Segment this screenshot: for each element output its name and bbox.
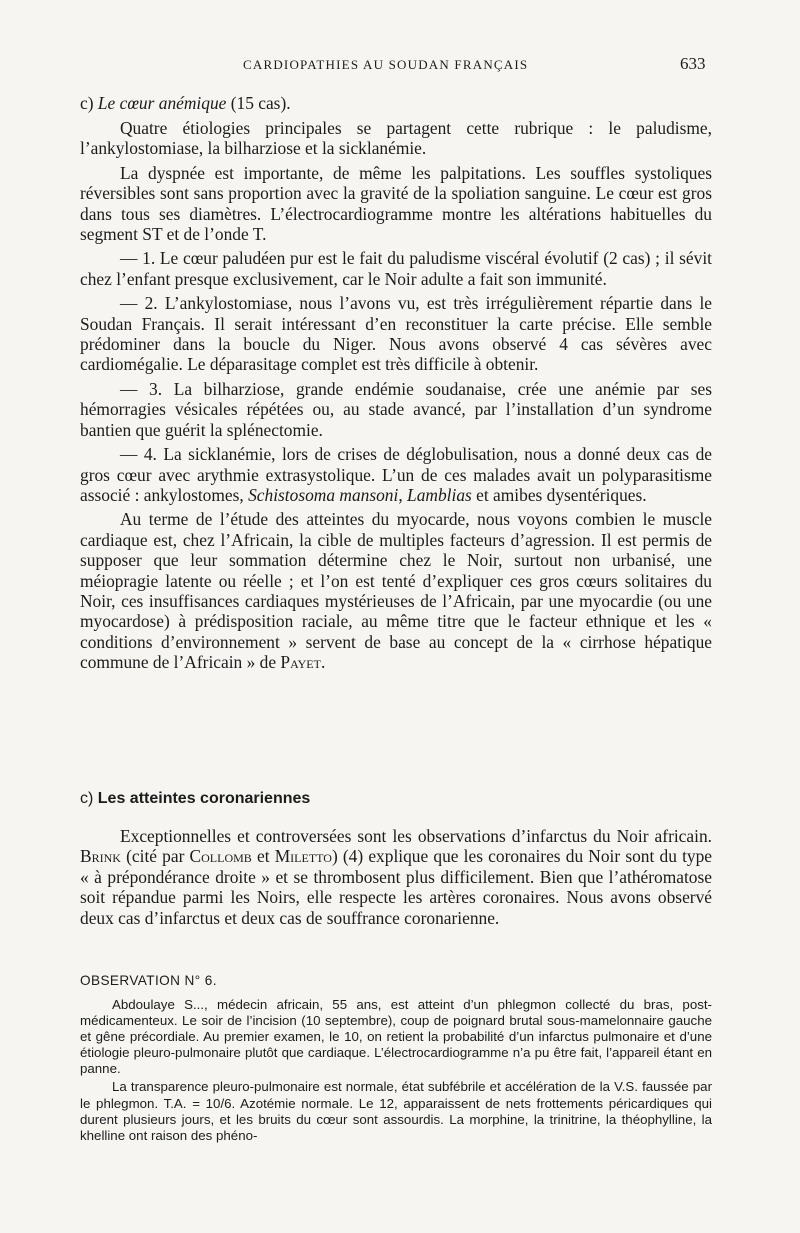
subsection-count: (15 cas). [230, 93, 291, 113]
observation-title: OBSERVATION N° 6. [80, 973, 217, 988]
paragraph-coronary [80, 826, 712, 928]
section-marker: c) [80, 790, 94, 807]
paragraph-bilharziasis: — 3. La bilharziose, grande endémie soudanaise, crée une anémie par ses hémorragies vésicales répétées ou, au stade avancé, par l’installation d’un syndrome bantien que guérit la splénectomie. [80, 378, 712, 440]
paragraph-malaria: — 1. Le cœur paludéen pur est le fait du paludisme viscéral évolutif (2 cas) ; il sévit chez l’enfant presque exclusivement, car le Noir adulte a fait son immunité. [80, 248, 712, 289]
paragraph-ankylostomiasis: — 2. L’ankylostomiase, nous l’avons vu, est très irrégulièrement répartie dans le Soudan Français. Il serait intéressant d’en reconstituer la carte précise. Elle semble prédominer dans la boucle du Niger. Nous avons observé 4 cas sévères avec cardiomégalie. Le déparasitage complet est très difficile à obtenir. [80, 293, 712, 375]
page-number: 633 [680, 54, 706, 73]
observation-paragraph: La transparence pleuro-pulmonaire est normale, état subfébrile et accélération de la V.S. faussée par le phlegmon. T.A. = 10/6. Azotémie normale. Le 12, apparaissent de nets frottements péricardiques qui durent plusieurs jours, et les bruits du cœur sont assourdis. La morphine, la trinitrine, la théophylline, la khelline ont raison des phéno- [80, 1079, 712, 1143]
anemic-heart-body [80, 118, 712, 677]
observation-body [80, 997, 712, 1146]
coronary-text-3: et [251, 846, 275, 867]
sicklemia-separator: , [398, 484, 408, 505]
observation-paragraph: Abdoulaye S..., médecin africain, 55 ans, est atteint d’un phlegmon collecté du bras, post-médicamenteux. Le soir de l’incision (10 septembre), coup de poignard brutal sous-mamelonnaire gauche et gêne précordiale. Au premier examen, le 10, on retient la probabilité d’un infarctus pulmonaire et d’une étiologie pleuro-pulmonaire plutôt que cardiaque. L’électrocardiogramme n’a pu être fait, l’appareil étant en panne. [80, 997, 712, 1077]
author-miletto: Miletto [274, 846, 332, 867]
coronary-text-4: ) (4) explique que les coronaires du Noir sont du type « à prépondérance droite » et se thrombosent plus difficilement. Bien que l’athéromatose soit répandue parmi les Noirs, elle respecte les artères coronaires. Nous avons observé deux cas d’infarctus et deux cas de souffrance coronarienne. [80, 846, 713, 928]
author-collomb: Collomb [189, 846, 252, 867]
conclusion-end: . [320, 652, 326, 673]
paragraph-myocardium-conclusion [80, 509, 712, 672]
section-title: Les atteintes coronariennes [97, 790, 311, 807]
running-title: CARDIOPATHIES AU SOUDAN FRANÇAIS [243, 57, 529, 72]
conclusion-text: Au terme de l’étude des atteintes du myocarde, nous voyons combien le muscle cardiaque est, chez l’Africain, la cible de multiples facteurs d’agression. Il est permis de supposer que leur sommation détermine chez le Noir, surtout non urbanisé, une méiopragie latente ou réelle ; et l’on est tenté d’expliquer ces gros cœurs solitaires du Noir, ces insuffisances cardiaques mystérieuses de l’Africain, par une myocardie (ou une myocardose) à prédisposition raciale, au même titre que le facteur ethnique et les « conditions d’environnement » servent de base au concept de la « cirrhose hépatique commune de l’Africain » de [80, 509, 712, 673]
coronary-text-2: (cité par [120, 846, 190, 867]
section-heading-coronary [80, 790, 310, 808]
paragraph-dyspnea: La dyspnée est importante, de même les palpitations. Les souffles systoliques réversibles sont sans proportion avec la gravité de la spoliation sanguine. Le cœur est gros dans tous ses diamètres. L’électrocardiogramme montre les altérations habituelles du segment ST et de l’onde T. [80, 162, 712, 245]
author-brink: Brink [80, 846, 121, 867]
sicklemia-end: et amibes dysentériques. [471, 484, 647, 505]
paragraph-sicklemia [80, 444, 712, 505]
paragraph-etiologies: Quatre étiologies principales se partagent cette rubrique : le paludisme, l’ankylostomiase, la bilharziose et la sicklanémie. [80, 118, 712, 159]
author-payet: Payet [280, 652, 321, 673]
sicklemia-text: — 4. La sicklanémie, lors de crises de déglobulisation, nous a donné deux cas de gros cœur avec arythmie extrasystolique. L’un de ces malades avait un polyparasitisme associé : ankylostomes, [80, 444, 712, 505]
coronary-text-1: Exceptionnelles et controversées sont les observations d’infarctus du Noir africain. [120, 826, 712, 846]
species-lamblias: Lamblias [407, 484, 472, 505]
running-header [0, 54, 800, 78]
species-schistosoma: Schistosoma mansoni [248, 484, 399, 505]
subsection-heading-anemic-heart [80, 93, 291, 114]
subsection-marker: c) [80, 93, 94, 113]
subsection-title: Le cœur anémique [97, 93, 227, 113]
coronary-body [80, 826, 712, 932]
